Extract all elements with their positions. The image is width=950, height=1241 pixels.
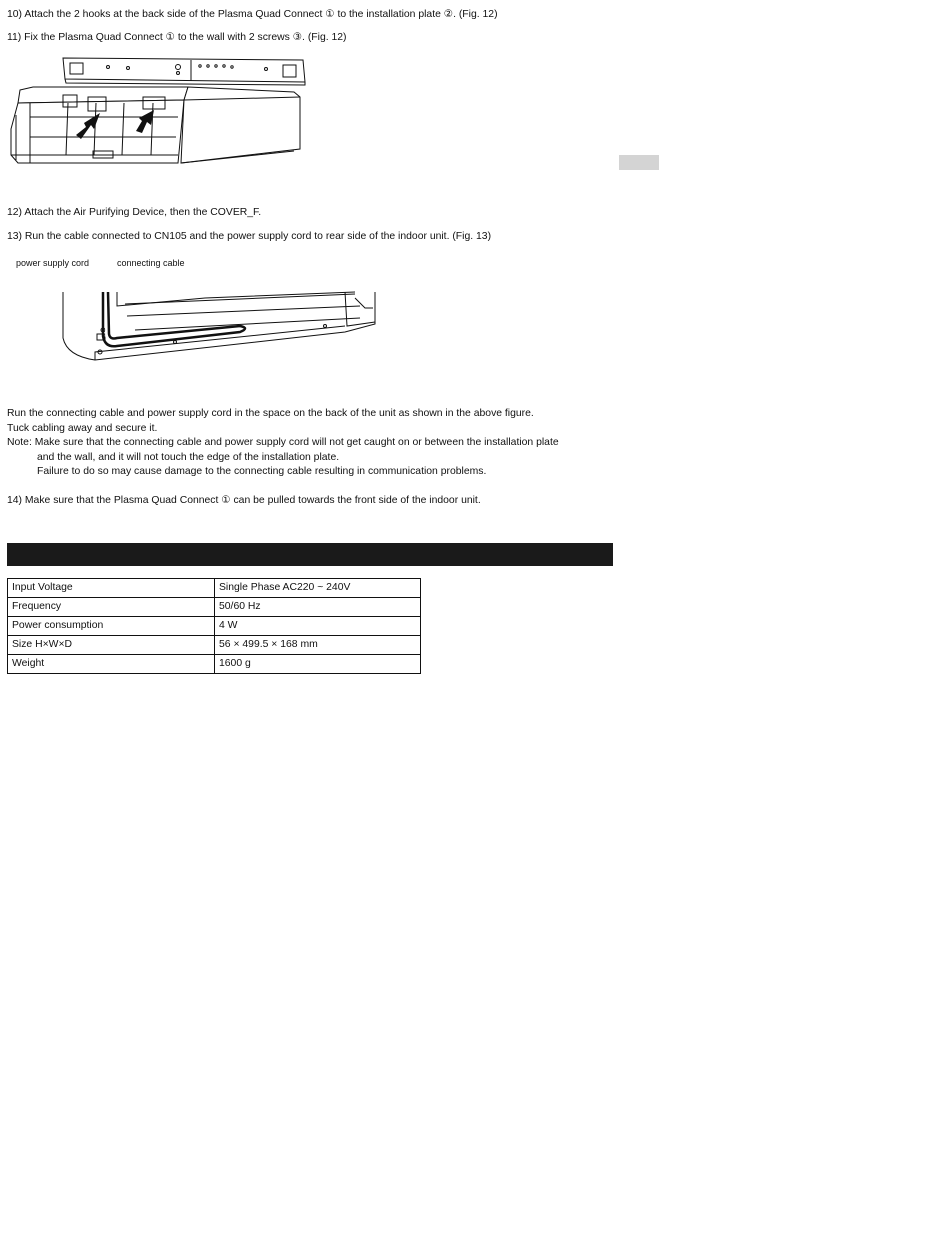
step-10-text: 10) Attach the 2 hooks at the back side of the Plasma Quad Connect ① to the installation plate ②. (Fig. 12) (7, 9, 498, 20)
spec-label: Weight (8, 655, 215, 674)
figure-12-illustration (8, 55, 308, 170)
spec-label: Power consumption (8, 617, 215, 636)
note-line-2: and the wall, and it will not touch the edge of the installation plate. (37, 452, 340, 463)
side-tab-marker (619, 155, 659, 170)
spec-label: Frequency (8, 598, 215, 617)
section-header-bar (7, 543, 613, 566)
spec-value: 50/60 Hz (215, 598, 421, 617)
figure-13-illustration (55, 268, 385, 366)
step-13-text: 13) Run the cable connected to CN105 and the power supply cord to rear side of the indoor unit. (Fig. 13) (7, 231, 492, 242)
spec-value: 56 × 499.5 × 168 mm (215, 636, 421, 655)
table-row (8, 579, 421, 598)
specification-table (7, 578, 421, 674)
spec-value: Single Phase AC220 ~ 240V (215, 579, 421, 598)
body-paragraph-1: Run the connecting cable and power supply cord in the space on the back of the unit as shown in the above figure. (7, 408, 534, 419)
table-row (8, 636, 421, 655)
step-11-text: 11) Fix the Plasma Quad Connect ① to the wall with 2 screws ③. (Fig. 12) (7, 32, 347, 43)
spec-label: Input Voltage (8, 579, 215, 598)
step-14-text: 14) Make sure that the Plasma Quad Connect ① can be pulled towards the front side of the indoor unit. (7, 495, 481, 506)
label-connecting-cable: connecting cable (117, 258, 185, 268)
spec-label: Size H×W×D (8, 636, 215, 655)
note-line-3: Failure to do so may cause damage to the connecting cable resulting in communication problems. (37, 466, 487, 477)
note-line-1: Note: Make sure that the connecting cable and power supply cord will not get caught on or between the installation plate (7, 437, 559, 448)
step-12-text: 12) Attach the Air Purifying Device, then the COVER_F. (7, 207, 262, 218)
label-power-supply-cord: power supply cord (16, 258, 90, 268)
table-row (8, 598, 421, 617)
spec-value: 4 W (215, 617, 421, 636)
body-paragraph-2: Tuck cabling away and secure it. (7, 423, 158, 434)
table-row (8, 655, 421, 674)
spec-value: 1600 g (215, 655, 421, 674)
table-row (8, 617, 421, 636)
